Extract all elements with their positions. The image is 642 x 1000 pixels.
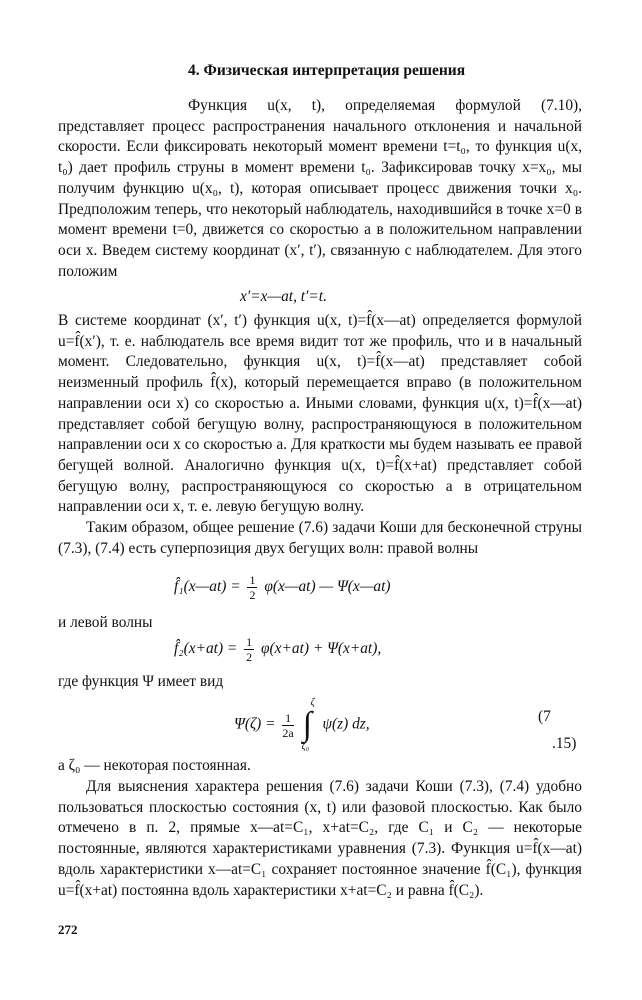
paragraph-phase-plane: Для выяснения характера решения (7.6) задачи Коши (7.3), (7.4) удобно пользоваться плоскостью состояния (x, t) или фазовой плоскостью. Как было отмечено в п. 2, прямые x—at=C₁, x+at=C₂, где C₁ и C₂ — некоторые постоянные, являются характеристиками уравнения (7.3). Функция u=f̂(x—at) вдоль характеристики x—at=C₁ сохраняет постоянное значение f̂(C₁), функция u=f̂(x+at) постоянна вдоль характеристики x+at=C₂ и равна f̂(C₂). [58,778,582,899]
text-where-function: где функция Ψ имеет вид [58,673,224,690]
psi-fraction [282,711,293,740]
left-wave-rhs: φ(x+at) + Ψ(x+at), [261,640,382,658]
right-wave-lhs: f̂₁(x—at) = [174,578,241,596]
fraction-numerator: 1 [246,635,253,649]
fraction-numerator: 1 [249,573,256,587]
text-constant: а ζ₀ — некоторая постоянная. [58,757,251,774]
right-wave-rhs: φ(x—at) — Ψ(x—at) [264,578,391,596]
psi-integral-formula [234,697,370,752]
integral-lower-limit: ζ₀ [301,741,310,752]
psi-lhs: Ψ(ζ) = [234,715,276,733]
coordinate-transform-formula: x′=x—at, t′=t. [240,288,327,305]
page-number: 272 [58,922,78,937]
paragraph-intro: Функция u(x, t), определяемая формулой (7.10), представляет процесс распространения начального отклонения и начальной скорости. Если фиксировать некоторый момент времени t=t₀, то функция u(x, t₀) дает профиль струны в момент времени t₀. Зафиксировав точку x=x₀, мы получим функцию u(x₀, t), которая описывает процесс движения точки x₀. Предположим теперь, что некоторый наблюдатель, находившийся в точке x=0 в момент времени t=0, движется со скоростью a в положительном направлении оси x. Введем систему координат (x′, t′), связанную с наблюдателем. Для этого положим [58,97,582,280]
integral-sign: ∫ ζ ζ₀ [301,697,315,752]
equation-number-part1: (7 [538,708,551,725]
right-wave-formula [174,573,391,602]
left-wave-lhs: f̂₂(x+at) = [174,640,238,658]
fraction-numerator: 1 [282,711,293,726]
right-wave-fraction [247,573,257,602]
text-left-wave: и левой волны [58,614,153,631]
fraction-denominator: 2 [246,650,253,664]
psi-rhs: ψ(z) dz, [322,715,370,733]
left-wave-fraction [244,635,254,664]
paragraph-superposition: Таким образом, общее решение (7.6) задачи Коши для бесконечной струны (7.3), (7.4) есть суперпозиция двух бегущих волн: правой волны [58,519,582,557]
equation-number-part2: .15) [552,735,577,752]
integral-upper-limit: ζ [310,697,315,708]
paragraph-traveling-wave: В системе координат (x′, t′) функция u(x, t)=f̂(x—at) определяется формулой u=f̂(x′), т. е. наблюдатель все время видит тот же профиль, что и в начальный момент. Следовательно, функция u(x, t)=f̂(x—at) представляет собой неизменный профиль f̂(x), который перемещается вправо (в положительном направлении оси x) со скоростью a. Иными словами, функция u(x, t)=f̂(x—at) представляет собой бегущую волну, распространяющуюся в положительном направлении оси x со скоростью a. Для краткости мы будем называть ее правой бегущей волной. Аналогично функция u(x, t)=f̂(x+at) представляет собой бегущую волну, распространяющуюся со скоростью a в отрицательном направлении оси x, т. е. левую бегущую волну. [58,312,582,516]
left-wave-formula [174,635,381,664]
fraction-denominator: 2 [249,588,256,602]
section-heading: 4. Физическая интерпретация решения [188,62,466,79]
fraction-denominator: 2a [282,725,294,740]
